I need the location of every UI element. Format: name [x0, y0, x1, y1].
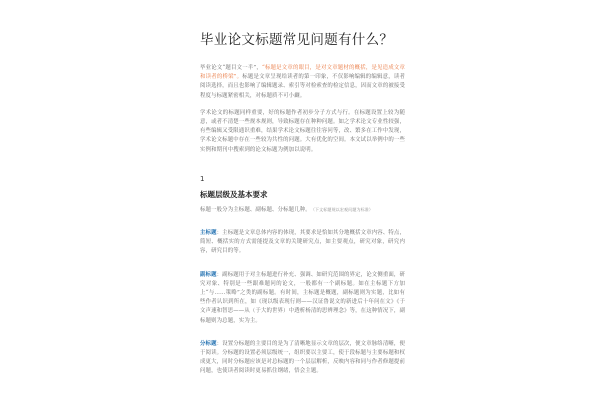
intro-highlight: “标题是文章的眼目，是对文章题材的概括，是见造成文章和读者的桥梁”。 — [200, 65, 406, 81]
page-title: 毕业论文标题常见问题有什么？ — [200, 32, 394, 48]
section-number: 1 — [200, 174, 205, 183]
sub-title-label: 副标题 — [200, 271, 217, 278]
section-title-text: ：设置分标题的主要目的是为了清晰地显示文章的层次，便文章脉络清晰，便于阅读。分标题的设置必须层级统一，组织要以主要工，使于段标题与主要标题和权成更大，同时分标题应该是对总标题的一个层层解析，反映内容和同与作者修题提前问题，也使读者阅读时更易抓住纲绪，悟会主题。 — [200, 340, 406, 375]
intro-rest: 标题是文章呈现给读者的第一印象，不仅影响编辑的编辑意，读者阅读选择，而且也影响了编辑题录、索引等对检索查的检定信息，因而文章的被接受程度与标题紧密相关，对标题质不可小觑。 — [200, 74, 406, 99]
article — [200, 30, 405, 385]
level-intro — [200, 205, 405, 215]
main-title-text: ：主标题是文章总体内容的体现，其要求是恰如其分地概括文章内容、特点，简短、概括实的方式需能提及文章的关键研究点，如主要观点，研究对象，研究内容，研究目的等。 — [200, 230, 406, 255]
sub-title-paragraph — [200, 271, 405, 326]
main-title-label: 主标题 — [200, 230, 217, 237]
section-heading: 标题层级及基本要求 — [200, 189, 268, 199]
level-intro-note: （下文标题规以宏观问题为标准） — [310, 206, 374, 212]
section-title-paragraph — [200, 340, 405, 377]
main-title-paragraph — [200, 229, 405, 257]
intro-paragraph — [200, 64, 405, 101]
level-intro-text: 标题一般分为主标题、副标题、分标题几种。 — [200, 206, 311, 213]
paragraph-2: 学术论文的标题同样重要，好的标题作者初步分子方式与行。在标题设置上较为随意，或者不清楚一些规本规则，导致标题存在种种问题。如之学术论文专业性较强，有些编辑又受限通识重难，结果学术论文标题往往容问等，改、繁多在工作中发现，学术论文标题中存在一些较为共性的问题。大有优化的空间。本文试以举例中的一些实例和期刊中搜索到的论文标题为例加以说明。 — [200, 109, 406, 153]
sub-title-text: ：副标题用于对主标题进行补充、强调、如研究范围的界定，论文侧重面，研究对象、特别是一些跟难题问的论文，一般都有一个副标题。如在主标题下方加上“与……策略”之类的副标题。有时间，主标题是概题，副标题则为实题，比如有些作者认识到所在，如《现以级表现行则——汉证鲁说文的新进后十年问在文》《于文声速和智思——从（于大的世界）中透析杨清的思辨理念》等，在这种情况下，副标题则为总题，实为主。 — [200, 271, 406, 324]
intro-lead: 毕业论文“题目文一半”， — [200, 65, 262, 71]
section-title-label: 分标题 — [200, 340, 217, 347]
